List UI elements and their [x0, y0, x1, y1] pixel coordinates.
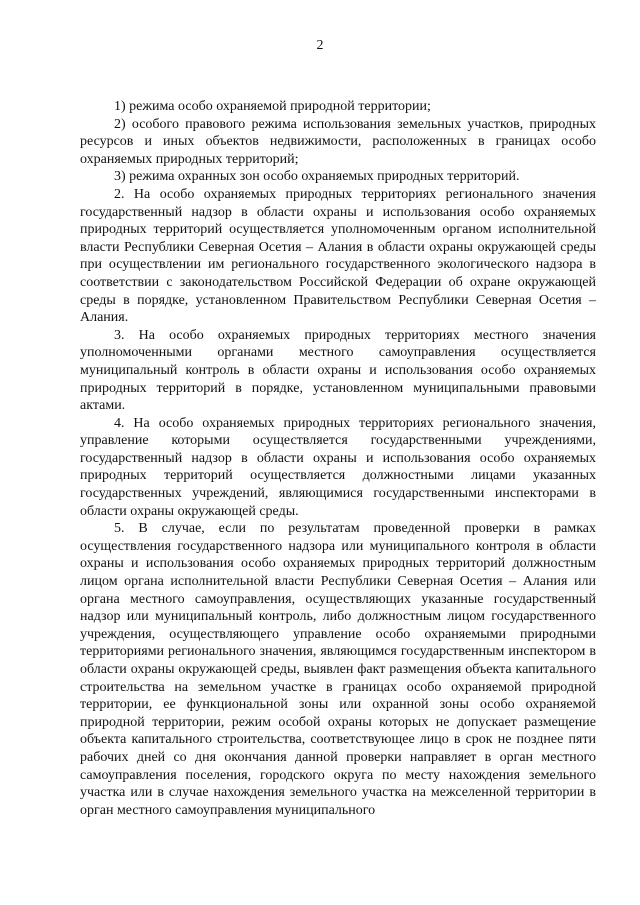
document-body: [80, 98, 596, 819]
paragraph-item-1-1: 1) режима особо охраняемой природной территории;: [114, 99, 431, 114]
paragraph-section-3: 3. На особо охраняемых природных территориях местного значения уполномоченными органами местного самоуправления осуществляется муниципальный контроль в области охраны и использования особо охраняемых природных территорий в порядке, установленном муниципальными правовыми актами.: [80, 327, 596, 414]
paragraph-item-1-3: 3) режима охранных зон особо охраняемых природных территорий.: [114, 169, 520, 185]
paragraph-section-2: 2. На особо охраняемых природных территориях регионального значения государственный надзор в области охраны и использования особо охраняемых природных территорий осуществляется уполномоченным органом исполнительной власти Республики Северная Осетия – Алания в области охраны окружающей среды при осуществлении им регионального государственного экологического надзора в соответствии с законодательством Российской Федерации об охране окружающей среды в порядке, установленном Правительством Республики Северная Осетия – Алания.: [80, 186, 596, 326]
paragraph-section-4: 4. На особо охраняемых природных территориях регионального значения, управление которыми осуществляется государственными учреждениями, государственный надзор в области охраны и использования особо охраняемых природных территорий осуществляется должностными лицами указанных государственных учреждений, являющимися государственными инспекторами в области охраны окружающей среды.: [80, 415, 596, 519]
paragraph-section-5: 5. В случае, если по результатам проведенной проверки в рамках осуществления государственного надзора или муниципального контроля в области охраны и использования особо охраняемых природных территорий должностным лицом органа исполнительной власти Республики Северная Осетия – Алания или органа местного самоуправления, осуществляющих указанные государственный надзор или муниципальный контроль, либо должностным лицом государственного учреждения, осуществляющего управление особо охраняемыми природными территориями регионального значения, являющимся государственным инспектором в области охраны окружающей среды, выявлен факт размещения объекта капитального строительства на земельном участке в границах особо охраняемой природной территории, ее функциональной зоны или охранной зоны особо охраняемой природной территории, режим особой охраны которых не допускает размещение объекта капитального строительства, соответствующее лицо в срок не позднее пяти рабочих дней со дня окончания данной проверки направляет в орган местного самоуправления поселения, городского округа по месту нахождения земельного участка или в случае нахождения земельного участка на межселенной территории в орган местного самоуправления муниципального: [80, 521, 596, 818]
paragraph-item-1-2: 2) особого правового режима использования земельных участков, природных ресурсов и иных объектов недвижимости, расположенных в границах особо охраняемых природных территорий;: [80, 116, 596, 167]
page-number: 2: [316, 38, 324, 53]
